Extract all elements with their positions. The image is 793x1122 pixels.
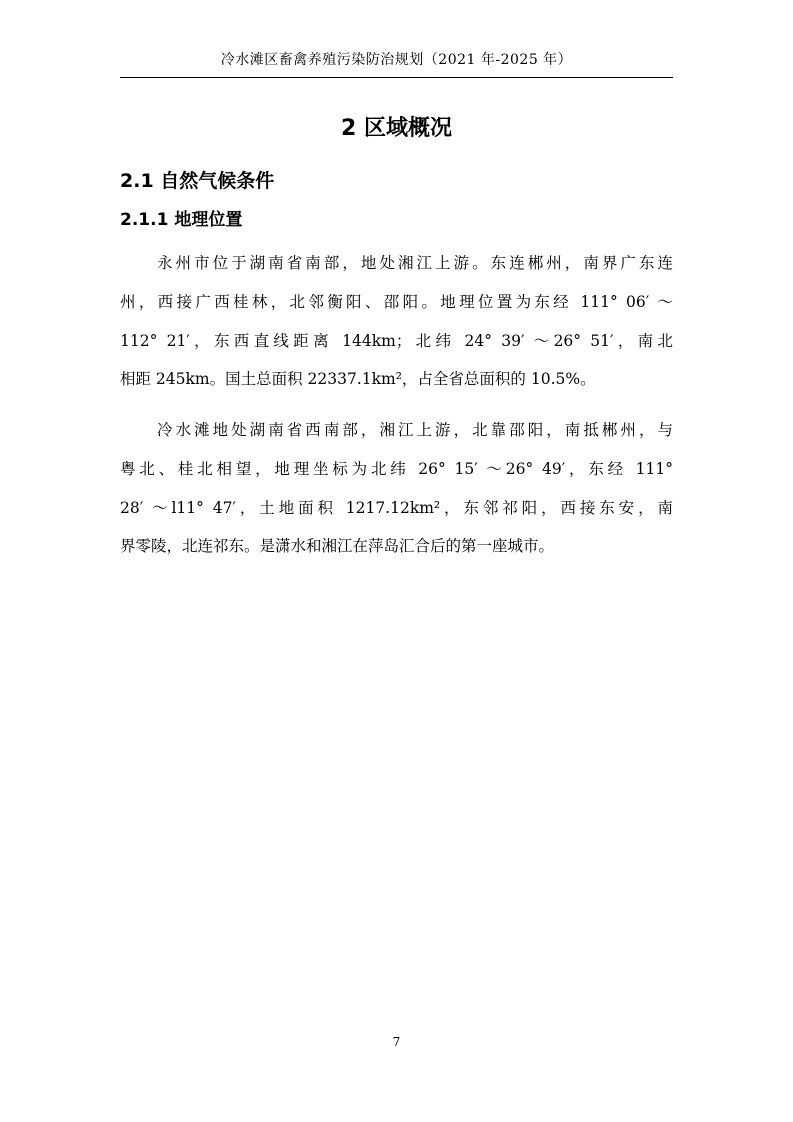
subsection-heading: 2.1.1 地理位置	[120, 210, 243, 230]
section-heading: 2.1 自然气候条件	[120, 170, 275, 192]
paragraph-line: 28′ ～l11° 47′，土地面积 1217.12km²，东邻祁阳，西接东安，南	[120, 498, 673, 517]
paragraph-line: 粤北、桂北相望，地理坐标为北纬 26° 15′ ～26° 49′，东经 111°	[120, 459, 673, 478]
page-number: 7	[392, 1035, 401, 1049]
paragraph-line: 相距 245km。国土总面积 22337.1km²，占全省总面积的 10.5%。	[120, 370, 596, 389]
paragraph-line: 冷水滩地处湖南省西南部，湘江上游，北靠邵阳，南抵郴州，与	[157, 421, 673, 439]
paragraph-yongzhou-location	[120, 244, 673, 399]
paragraph-line: 112° 21′，东西直线距离 144km；北纬 24° 39′ ～26° 51′，南北	[120, 331, 673, 350]
running-header: 冷水滩区畜禽养殖污染防治规划（2021 年-2025 年）	[220, 52, 573, 68]
paragraph-lengshuitan-location	[120, 411, 673, 566]
paragraph-line: 永州市位于湖南省南部，地处湘江上游。东连郴州，南界广东连	[157, 254, 673, 272]
paragraph-line: 界零陵，北连祁东。是潇水和湘江在萍岛汇合后的第一座城市。	[120, 537, 555, 556]
paragraph-line: 州，西接广西桂林，北邻衡阳、邵阳。地理位置为东经 111° 06′ ～	[120, 292, 673, 311]
header-rule	[120, 77, 673, 78]
chapter-title: 2 区域概况	[341, 116, 452, 141]
